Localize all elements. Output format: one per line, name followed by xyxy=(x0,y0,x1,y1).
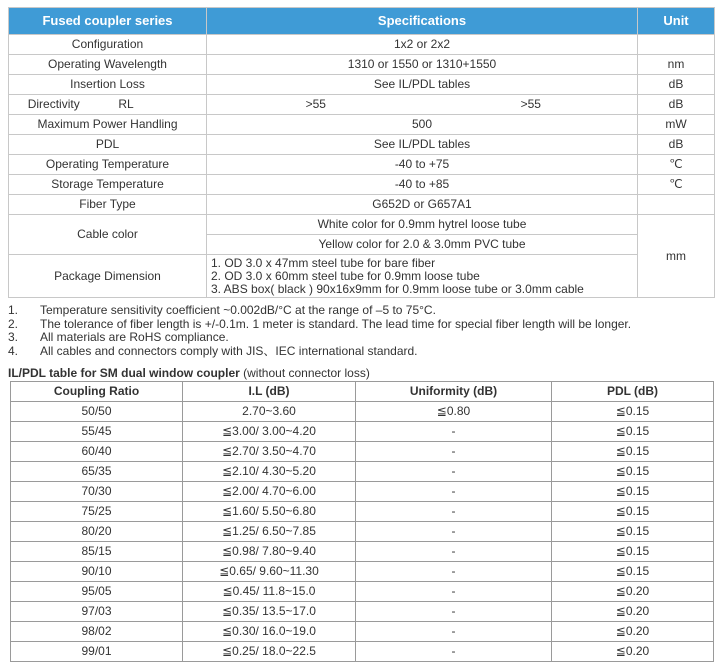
pdl-cell: ≦0.15 xyxy=(552,562,714,582)
spec-header-row xyxy=(9,8,715,35)
uniformity-cell: - xyxy=(356,482,552,502)
package-line-2: 2. OD 3.0 x 60mm steel tube for 0.9mm loose tube xyxy=(211,268,480,283)
pdl-value: See IL/PDL tables xyxy=(207,135,638,155)
coupling-ratio-cell: 99/01 xyxy=(11,642,183,662)
coupling-ratio-cell: 65/35 xyxy=(11,462,183,482)
pdl-cell: ≦0.20 xyxy=(552,582,714,602)
package-values xyxy=(207,255,638,298)
fiber-type-value: G652D or G657A1 xyxy=(207,195,638,215)
note-text: All materials are RoHS compliance. xyxy=(40,330,229,344)
table-row xyxy=(11,582,714,602)
note-number: 2. xyxy=(8,316,19,331)
directivity-value: >55 xyxy=(305,97,326,111)
directivity-unit: dB xyxy=(638,95,715,115)
il-cell: ≦0.35/ 13.5~17.0 xyxy=(183,602,356,622)
note-text: All cables and connectors comply with JIS、IEC international standard. xyxy=(40,343,418,358)
uniformity-cell: ≦0.80 xyxy=(356,402,552,422)
insertion-loss-label: Insertion Loss xyxy=(9,75,207,95)
il-cell: ≦3.00/ 3.00~4.20 xyxy=(183,422,356,442)
coupling-ratio-cell: 75/25 xyxy=(11,502,183,522)
note-item xyxy=(8,331,714,345)
coupling-ratio-cell: 98/02 xyxy=(11,622,183,642)
coupling-ratio-cell: 97/03 xyxy=(11,602,183,622)
note-number: 4. xyxy=(8,343,19,358)
fiber-type-unit xyxy=(638,195,715,215)
table-row xyxy=(11,502,714,522)
uniformity-cell: - xyxy=(356,622,552,642)
header-pdl: PDL (dB) xyxy=(552,382,714,402)
row-fiber-type xyxy=(9,195,715,215)
cable-color-label: Cable color xyxy=(9,215,207,255)
note-number: 1. xyxy=(8,303,19,317)
pdl-cell: ≦0.15 xyxy=(552,542,714,562)
op-temp-unit: ℃ xyxy=(638,155,715,175)
table-row xyxy=(11,602,714,622)
table-row xyxy=(11,622,714,642)
directivity-values-cell xyxy=(207,95,638,115)
insertion-loss-unit: dB xyxy=(638,75,715,95)
pdl-cell: ≦0.15 xyxy=(552,422,714,442)
uniformity-cell: - xyxy=(356,642,552,662)
pdl-label: PDL xyxy=(9,135,207,155)
header-coupling-ratio: Coupling Ratio xyxy=(11,382,183,402)
uniformity-cell: - xyxy=(356,522,552,542)
pdl-cell: ≦0.15 xyxy=(552,462,714,482)
il-title-bold: IL/PDL table for SM dual window coupler xyxy=(8,366,240,380)
coupling-ratio-cell: 85/15 xyxy=(11,542,183,562)
row-package-dimension xyxy=(9,255,715,298)
rl-value: >55 xyxy=(520,97,541,111)
note-text: Temperature sensitivity coefficient ~0.002dB/°C at the range of –5 to 75°C. xyxy=(40,303,436,317)
pdl-unit: dB xyxy=(638,135,715,155)
il-cell: ≦0.45/ 11.8~15.0 xyxy=(183,582,356,602)
configuration-unit xyxy=(638,35,715,55)
il-cell: ≦0.25/ 18.0~22.5 xyxy=(183,642,356,662)
il-cell: ≦2.10/ 4.30~5.20 xyxy=(183,462,356,482)
header-uniformity: Uniformity (dB) xyxy=(356,382,552,402)
header-series: Fused coupler series xyxy=(9,8,207,35)
wavelength-label: Operating Wavelength xyxy=(9,55,207,75)
il-title-rest: (without connector loss) xyxy=(239,366,370,380)
note-item xyxy=(8,345,714,359)
storage-temp-label: Storage Temperature xyxy=(9,175,207,195)
row-configuration xyxy=(9,35,715,55)
row-cable-color-1 xyxy=(9,215,715,235)
il-pdl-table xyxy=(10,381,714,662)
il-cell: ≦2.00/ 4.70~6.00 xyxy=(183,482,356,502)
uniformity-cell: - xyxy=(356,602,552,622)
row-insertion-loss xyxy=(9,75,715,95)
uniformity-cell: - xyxy=(356,502,552,522)
power-value: 500 xyxy=(207,115,638,135)
uniformity-cell: - xyxy=(356,422,552,442)
il-cell: ≦2.70/ 3.50~4.70 xyxy=(183,442,356,462)
op-temp-label: Operating Temperature xyxy=(9,155,207,175)
configuration-value: 1x2 or 2x2 xyxy=(207,35,638,55)
table-row xyxy=(11,562,714,582)
note-item xyxy=(8,304,714,318)
pdl-cell: ≦0.15 xyxy=(552,442,714,462)
table-row xyxy=(11,542,714,562)
header-unit: Unit xyxy=(638,8,715,35)
table-row xyxy=(11,422,714,442)
row-power xyxy=(9,115,715,135)
rl-label: RL xyxy=(118,97,134,111)
wavelength-value: 1310 or 1550 or 1310+1550 xyxy=(207,55,638,75)
note-item xyxy=(8,318,714,332)
specifications-table xyxy=(8,7,715,298)
il-cell: ≦0.30/ 16.0~19.0 xyxy=(183,622,356,642)
pdl-cell: ≦0.20 xyxy=(552,622,714,642)
pdl-cell: ≦0.15 xyxy=(552,402,714,422)
row-storage-temperature xyxy=(9,175,715,195)
row-directivity xyxy=(9,95,715,115)
coupling-ratio-cell: 80/20 xyxy=(11,522,183,542)
row-pdl xyxy=(9,135,715,155)
directivity-label-cell xyxy=(9,95,207,115)
table-row xyxy=(11,522,714,542)
uniformity-cell: - xyxy=(356,442,552,462)
configuration-label: Configuration xyxy=(9,35,207,55)
package-line-3: 3. ABS box( black ) 90x16x9mm for 0.9mm loose tube or 3.0mm cable xyxy=(211,281,584,296)
il-cell: ≦0.98/ 7.80~9.40 xyxy=(183,542,356,562)
fiber-type-label: Fiber Type xyxy=(9,195,207,215)
package-line-1: 1. OD 3.0 x 47mm steel tube for bare fiber xyxy=(211,255,436,270)
table-row xyxy=(11,442,714,462)
coupling-ratio-cell: 60/40 xyxy=(11,442,183,462)
coupling-ratio-cell: 90/10 xyxy=(11,562,183,582)
il-header-row xyxy=(11,382,714,402)
table-row xyxy=(11,462,714,482)
coupling-ratio-cell: 95/05 xyxy=(11,582,183,602)
power-label: Maximum Power Handling xyxy=(9,115,207,135)
table-row xyxy=(11,402,714,422)
pdl-cell: ≦0.15 xyxy=(552,502,714,522)
uniformity-cell: - xyxy=(356,542,552,562)
op-temp-value: -40 to +75 xyxy=(207,155,638,175)
header-specifications: Specifications xyxy=(207,8,638,35)
dimension-unit: mm xyxy=(638,215,715,298)
il-cell: ≦1.25/ 6.50~7.85 xyxy=(183,522,356,542)
storage-temp-value: -40 to +85 xyxy=(207,175,638,195)
power-unit: mW xyxy=(638,115,715,135)
coupling-ratio-cell: 50/50 xyxy=(11,402,183,422)
directivity-label: Directivity xyxy=(27,97,80,111)
il-table-body xyxy=(11,402,714,662)
pdl-cell: ≦0.15 xyxy=(552,522,714,542)
package-label: Package Dimension xyxy=(9,255,207,298)
il-cell: 2.70~3.60 xyxy=(183,402,356,422)
pdl-cell: ≦0.20 xyxy=(552,602,714,622)
il-cell: ≦1.60/ 5.50~6.80 xyxy=(183,502,356,522)
uniformity-cell: - xyxy=(356,562,552,582)
cable-color-white: White color for 0.9mm hytrel loose tube xyxy=(207,215,638,235)
pdl-cell: ≦0.15 xyxy=(552,482,714,502)
uniformity-cell: - xyxy=(356,582,552,602)
row-operating-temperature xyxy=(9,155,715,175)
uniformity-cell: - xyxy=(356,462,552,482)
note-number: 3. xyxy=(8,330,19,344)
header-il: I.L (dB) xyxy=(183,382,356,402)
cable-color-yellow: Yellow color for 2.0 & 3.0mm PVC tube xyxy=(207,235,638,255)
il-cell: ≦0.65/ 9.60~11.30 xyxy=(183,562,356,582)
pdl-cell: ≦0.20 xyxy=(552,642,714,662)
coupling-ratio-cell: 70/30 xyxy=(11,482,183,502)
notes-list xyxy=(8,304,714,358)
note-text: The tolerance of fiber length is +/-0.1m. 1 meter is standard. The lead time for special fiber length will be longer. xyxy=(40,316,632,331)
table-row xyxy=(11,482,714,502)
il-pdl-table-title xyxy=(8,366,370,380)
coupling-ratio-cell: 55/45 xyxy=(11,422,183,442)
insertion-loss-value: See IL/PDL tables xyxy=(207,75,638,95)
row-wavelength xyxy=(9,55,715,75)
wavelength-unit: nm xyxy=(638,55,715,75)
table-row xyxy=(11,642,714,662)
storage-temp-unit: ℃ xyxy=(638,175,715,195)
